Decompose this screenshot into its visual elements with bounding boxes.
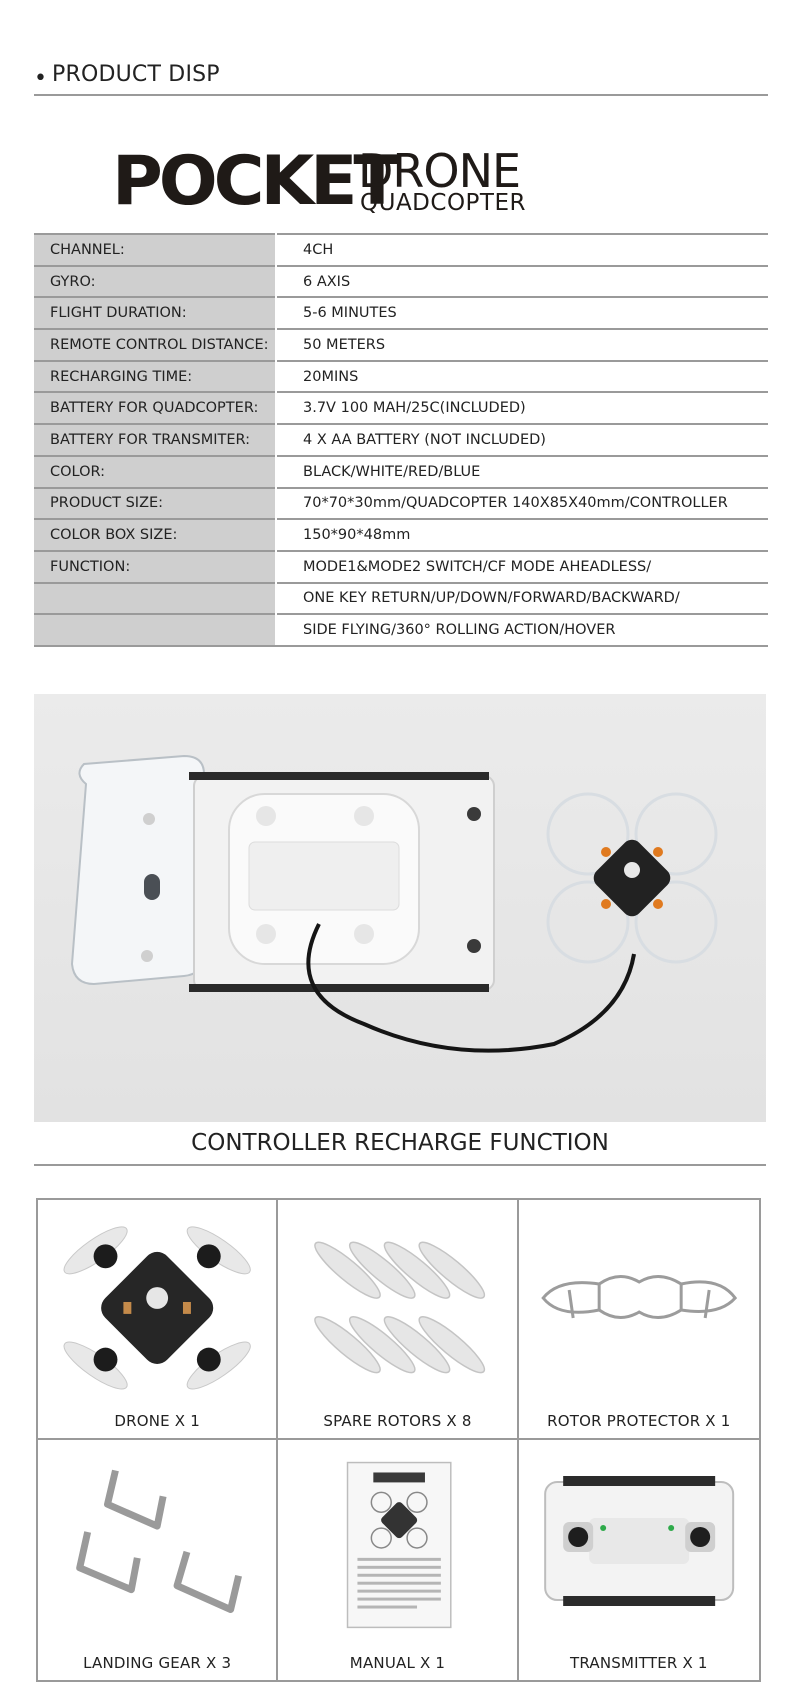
spec-row [34,297,768,329]
spec-label: GYRO: [34,266,276,298]
manual-icon [278,1440,516,1640]
spec-value: 4 X AA BATTERY (NOT INCLUDED) [276,424,768,456]
spec-value: MODE1&MODE2 SWITCH/CF MODE AHEADLESS/ [276,551,768,583]
recharge-photo [34,694,766,1122]
spec-value: 5-6 MINUTES [276,297,768,329]
package-caption: ROTOR PROTECTOR X 1 [547,1412,731,1430]
spec-row [34,488,768,520]
spec-row [34,329,768,361]
spec-label: BATTERY FOR TRANSMITER: [34,424,276,456]
spec-value: 6 AXIS [276,266,768,298]
spec-label [34,583,276,615]
bullet: • [34,66,47,91]
spec-row [34,456,768,488]
package-item [519,1440,759,1680]
spec-label [34,614,276,646]
package-caption: TRANSMITTER X 1 [569,1654,708,1672]
spec-value: 3.7V 100 MAH/25C(INCLUDED) [276,392,768,424]
rotors-icon [278,1200,516,1400]
package-caption: DRONE X 1 [114,1412,200,1430]
transmitter-icon [519,1440,759,1640]
package-item [278,1200,518,1440]
spec-value: BLACK/WHITE/RED/BLUE [276,456,768,488]
logo-quadcopter: QUADCOPTER [360,190,526,216]
spec-row [34,266,768,298]
spec-value: 70*70*30mm/QUADCOPTER 140X85X40mm/CONTROLLER [276,488,768,520]
package-item [38,1440,278,1680]
spec-label: CHANNEL: [34,234,276,266]
package-contents-grid [36,1198,761,1682]
spec-label: RECHARGING TIME: [34,361,276,393]
spec-value: SIDE FLYING/360° ROLLING ACTION/HOVER [276,614,768,646]
logo-pocket: POCKET [112,142,397,221]
spec-row [34,519,768,551]
spec-value: 50 METERS [276,329,768,361]
spec-row [34,392,768,424]
spec-label: FUNCTION: [34,551,276,583]
spec-label: REMOTE CONTROL DISTANCE: [34,329,276,361]
recharge-illustration [34,694,766,1122]
package-item [278,1440,518,1680]
rotor-protector-icon [519,1200,759,1400]
spec-label: COLOR BOX SIZE: [34,519,276,551]
section-header [34,56,768,96]
spec-row [34,551,768,583]
landing-gear-icon [38,1440,276,1640]
package-item [519,1200,759,1440]
package-caption: MANUAL X 1 [349,1654,446,1672]
spec-row [34,361,768,393]
spec-value: 20MINS [276,361,768,393]
spec-row [34,614,768,646]
spec-label: PRODUCT SIZE: [34,488,276,520]
spec-row [34,234,768,266]
spec-row [34,583,768,615]
photo-caption: CONTROLLER RECHARGE FUNCTION [191,1130,609,1156]
spec-label: COLOR: [34,456,276,488]
spec-row [34,424,768,456]
spec-value: 150*90*48mm [276,519,768,551]
package-caption: LANDING GEAR X 3 [83,1654,232,1672]
spec-table [34,233,768,647]
package-caption: SPARE ROTORS X 8 [323,1412,472,1430]
package-item [38,1200,278,1440]
photo-caption-bar [34,1122,766,1166]
spec-value: ONE KEY RETURN/UP/DOWN/FORWARD/BACKWARD/ [276,583,768,615]
spec-value: 4CH [276,234,768,266]
logo-drone: DRONE [358,144,521,198]
product-logo [112,144,592,220]
drone-icon [38,1200,276,1400]
spec-label: BATTERY FOR QUADCOPTER: [34,392,276,424]
spec-label: FLIGHT DURATION: [34,297,276,329]
section-title: PRODUCT DISP [52,62,220,87]
